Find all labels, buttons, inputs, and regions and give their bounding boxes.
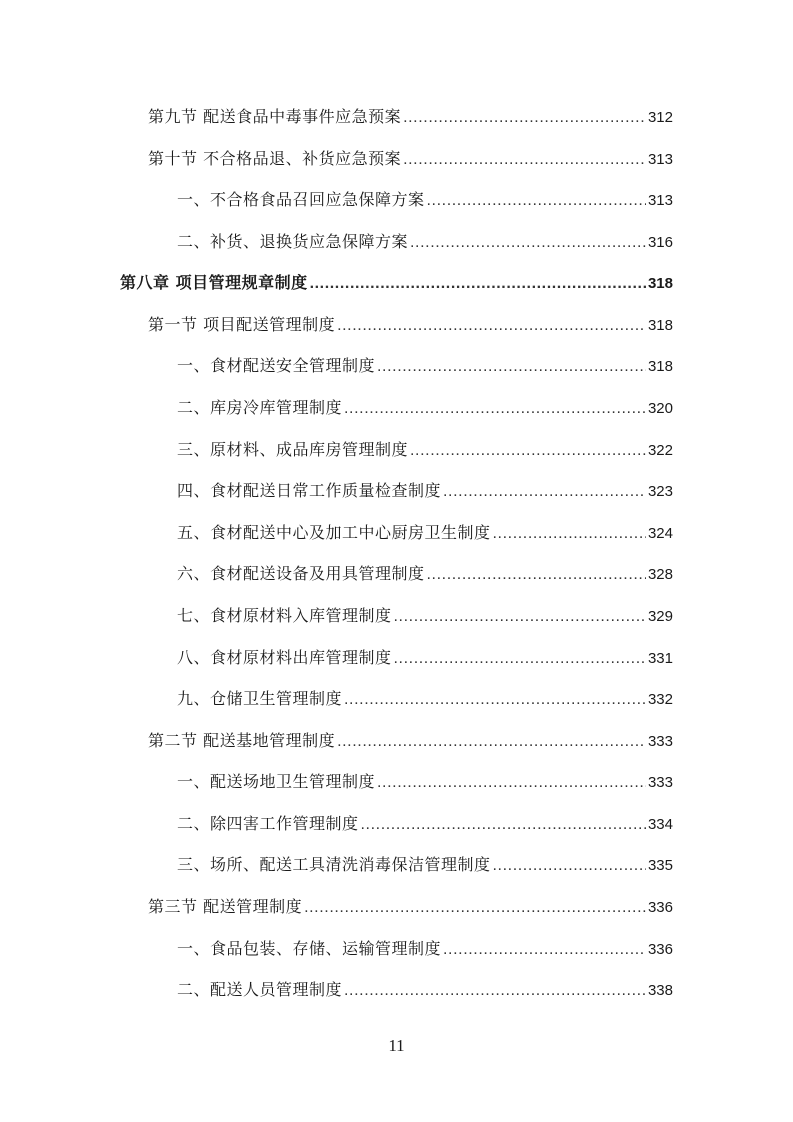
toc-entry[interactable] [177,811,673,837]
toc-dot-leader [377,770,646,796]
toc-entry-page: 313 [647,151,673,168]
toc-entry-page: 332 [647,691,673,708]
toc-entry-title: 二、配送人员管理制度 [177,980,343,999]
toc-entry-page: 324 [647,525,673,542]
toc-entry-title: 一、配送场地卫生管理制度 [177,772,376,791]
toc-entry-title: 四、食材配送日常工作质量检查制度 [177,481,442,500]
toc-entry-title: 八、食材原材料出库管理制度 [177,648,392,667]
toc-dot-leader [310,271,646,297]
toc-dot-leader [394,646,646,672]
toc-dot-leader [304,895,646,921]
toc-entry-page: 322 [647,442,673,459]
toc-dot-leader [493,853,646,879]
toc-entry-page: 329 [647,608,673,625]
toc-entry[interactable] [177,353,673,379]
toc-entry[interactable] [177,852,673,878]
toc-entry[interactable] [177,603,673,629]
toc-entry[interactable] [177,645,673,671]
toc-entry-page: 333 [647,774,673,791]
toc-entry[interactable] [177,769,673,795]
toc-dot-leader [344,687,646,713]
toc-entry-title: 第十节 不合格品退、补货应急预案 [148,149,402,168]
toc-entry-title: 第一节 项目配送管理制度 [148,315,336,334]
toc-entry[interactable] [148,894,673,920]
toc-entry-title: 第八章 项目管理规章制度 [120,273,308,292]
toc-entry[interactable] [177,561,673,587]
toc-entry-title: 一、食品包装、存储、运输管理制度 [177,939,442,958]
toc-entry-title: 六、食材配送设备及用具管理制度 [177,564,425,583]
toc-entry[interactable] [177,686,673,712]
toc-entry-page: 333 [647,733,673,750]
toc-dot-leader [403,105,646,131]
toc-entry[interactable] [177,936,673,962]
toc-dot-leader [361,812,646,838]
toc-dot-leader [443,479,646,505]
toc-entry-title: 一、不合格食品召回应急保障方案 [177,190,425,209]
toc-entry-page: 320 [647,400,673,417]
toc-dot-leader [410,230,646,256]
toc-entry[interactable] [177,187,673,213]
toc-dot-leader [337,313,646,339]
toc-dot-leader [493,521,646,547]
toc-entry[interactable] [177,395,673,421]
toc-dot-leader [337,729,646,755]
toc-entry-page: 331 [647,650,673,667]
toc-entry-page: 316 [647,234,673,251]
page-number: 11 [388,1036,405,1055]
toc-entry[interactable] [148,104,673,130]
toc-entry[interactable] [148,728,673,754]
toc-dot-leader [377,354,646,380]
toc-entry-page: 334 [647,816,673,833]
toc-entry[interactable] [148,146,673,172]
toc-entry-title: 三、场所、配送工具清洗消毒保洁管理制度 [177,855,491,874]
toc-dot-leader [427,562,646,588]
toc-dot-leader [394,604,646,630]
toc-dot-leader [403,147,646,173]
toc-entry-title: 第三节 配送管理制度 [148,897,303,916]
toc-entry[interactable] [148,312,673,338]
toc-entry-title: 第九节 配送食品中毒事件应急预案 [148,107,402,126]
toc-entry[interactable] [177,229,673,255]
toc-entry-page: 318 [647,275,673,292]
toc-dot-leader [344,978,646,1004]
toc-entry[interactable] [177,520,673,546]
toc-chapter-entry[interactable] [120,270,673,296]
toc-entry-page: 328 [647,566,673,583]
toc-entry-page: 318 [647,317,673,334]
toc-entry-page: 338 [647,982,673,999]
toc-dot-leader [427,188,646,214]
toc-entry-page: 336 [647,941,673,958]
toc-entry-title: 二、除四害工作管理制度 [177,814,359,833]
toc-entry-page: 318 [647,358,673,375]
toc-entry-title: 七、食材原材料入库管理制度 [177,606,392,625]
toc-entry-page: 323 [647,483,673,500]
toc-entry-title: 第二节 配送基地管理制度 [148,731,336,750]
toc-entry-title: 二、库房冷库管理制度 [177,398,343,417]
toc-entry-page: 336 [647,899,673,916]
toc-entry-title: 五、食材配送中心及加工中心厨房卫生制度 [177,523,491,542]
toc-entry[interactable] [177,977,673,1003]
toc-entry-title: 一、食材配送安全管理制度 [177,356,376,375]
toc-dot-leader [410,438,646,464]
toc-entry-page: 335 [647,857,673,874]
toc-entry-page: 312 [647,109,673,126]
toc-entry-title: 三、原材料、成品库房管理制度 [177,440,409,459]
toc-dot-leader [344,396,646,422]
toc-entry-title: 二、补货、退换货应急保障方案 [177,232,409,251]
toc-entry[interactable] [177,478,673,504]
toc-entry-title: 九、仓储卫生管理制度 [177,689,343,708]
toc-dot-leader [443,937,646,963]
toc-entry[interactable] [177,437,673,463]
toc-entry-page: 313 [647,192,673,209]
